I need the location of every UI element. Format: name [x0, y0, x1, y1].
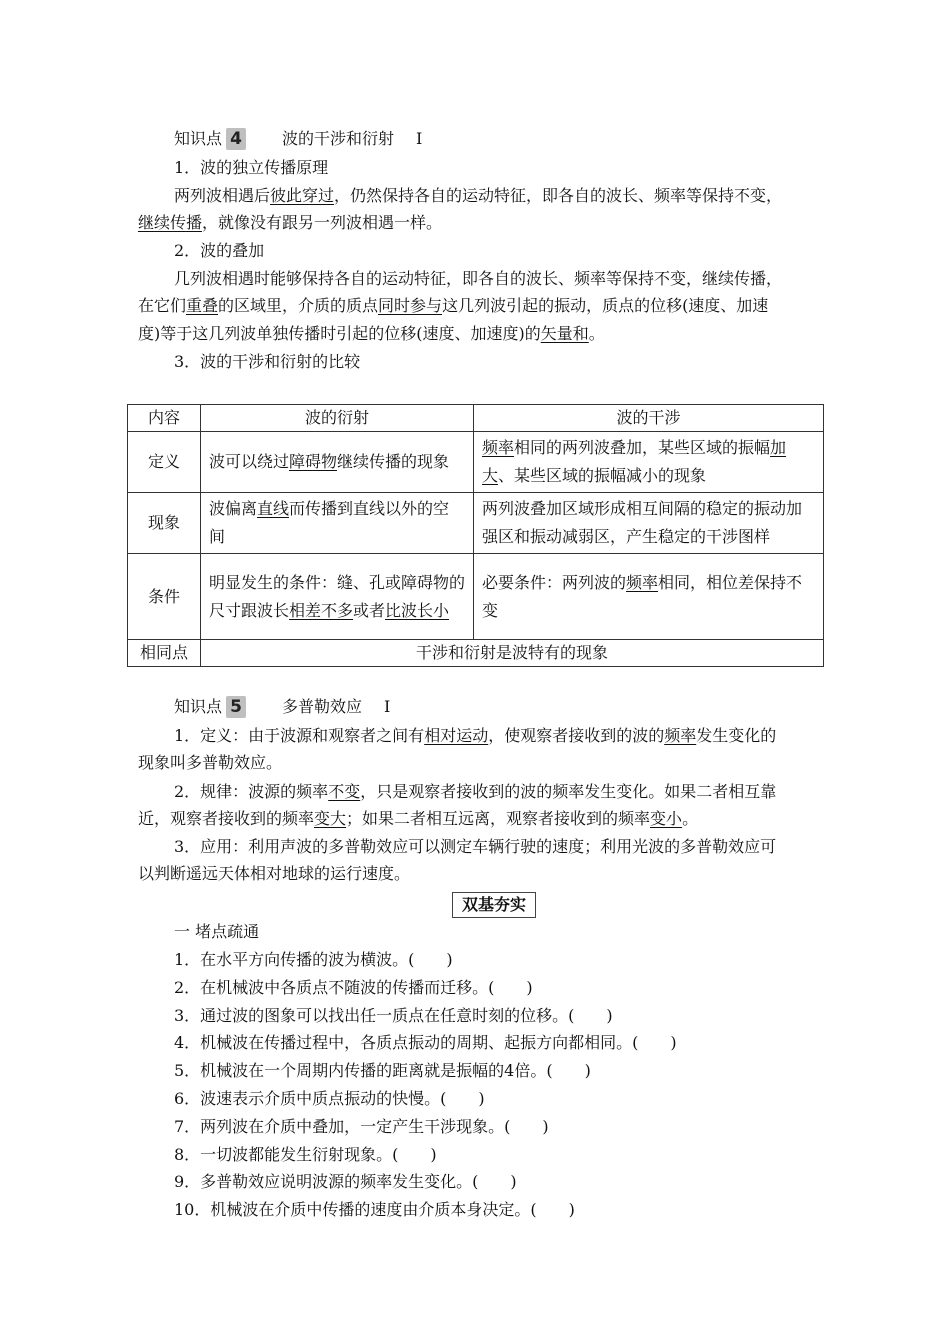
- kp-level: Ⅰ: [416, 129, 423, 148]
- kp-prefix: 知识点: [174, 129, 223, 148]
- table-cell: 频率相同的两列波叠加，某些区域的振幅加大、某些区域的振幅减小的现象: [474, 432, 824, 493]
- paragraph-line: 3．应用：利用声波的多普勒效应可以测定车辆行驶的速度；利用光波的多普勒效应可: [174, 837, 777, 856]
- list-item: 6．波速表示介质中质点振动的快慢。( ): [174, 1089, 485, 1108]
- paragraph-line: 1．定义：由于波源和观察者之间有相对运动，使观察者接收到的波的频率发生变化的: [174, 726, 777, 745]
- list-item: 7．两列波在介质中叠加，一定产生干涉现象。( ): [174, 1117, 549, 1136]
- table-row: [128, 554, 824, 640]
- section-title-box: 双基夯实: [452, 892, 536, 918]
- list-item: 8．一切波都能发生衍射现象。( ): [174, 1145, 437, 1164]
- table-cell: 明显发生的条件：缝、孔或障碍物的尺寸跟波长相差不多或者比波长小: [201, 554, 474, 640]
- paragraph-line: 近，观察者接收到的频率变大；如果二者相互远离，观察者接收到的频率变小。: [138, 809, 699, 828]
- knowledge-point-5-heading: [174, 696, 864, 718]
- paragraph-line: 以判断遥远天体相对地球的运行速度。: [138, 864, 411, 883]
- kp-prefix: 知识点: [174, 697, 223, 716]
- table-row-label: 定义: [128, 432, 201, 493]
- section-heading-3: 3．波的干涉和衍射的比较: [174, 352, 361, 371]
- kp-number-badge: 5: [226, 696, 246, 718]
- kp-level: Ⅰ: [384, 697, 391, 716]
- subsection-heading: 一 堵点疏通: [174, 922, 260, 941]
- paragraph-line: 在它们重叠的区域里，介质的质点同时参与这几列波引起的振动，质点的位移(速度、加速: [138, 296, 769, 315]
- table-header-cell: 波的干涉: [474, 405, 824, 432]
- table-row: [128, 432, 824, 493]
- paragraph-line: 两列波相遇后彼此穿过，仍然保持各自的运动特征，即各自的波长、频率等保持不变，: [174, 186, 783, 205]
- list-item: 1．在水平方向传播的波为横波。( ): [174, 950, 453, 969]
- list-item: 5．机械波在一个周期内传播的距离就是振幅的4倍。( ): [174, 1061, 591, 1080]
- table-row-label: 现象: [128, 493, 201, 554]
- list-item: 3．通过波的图象可以找出任一质点在任意时刻的位移。( ): [174, 1006, 613, 1025]
- section-heading-1: 1．波的独立传播原理: [174, 158, 329, 177]
- list-item: 10．机械波在介质中传播的速度由介质本身决定。( ): [174, 1200, 575, 1219]
- table-header-cell: 内容: [128, 405, 201, 432]
- table-row-label: 条件: [128, 554, 201, 640]
- list-item: 4．机械波在传播过程中，各质点振动的周期、起振方向都相同。( ): [174, 1033, 677, 1052]
- paragraph-line: 继续传播，就像没有跟另一列波相遇一样。: [138, 213, 443, 232]
- table-cell: 波偏离直线而传播到直线以外的空间: [201, 493, 474, 554]
- paragraph-line: 几列波相遇时能够保持各自的运动特征，即各自的波长、频率等保持不变，继续传播，: [174, 269, 783, 288]
- comparison-table: [127, 404, 824, 667]
- kp-title: 多普勒效应: [282, 697, 363, 716]
- table-row: [128, 405, 824, 432]
- list-item: 9．多普勒效应说明波源的频率发生变化。( ): [174, 1172, 517, 1191]
- paragraph-line: 现象叫多普勒效应。: [138, 753, 283, 772]
- table-cell: 波可以绕过障碍物继续传播的现象: [201, 432, 474, 493]
- table-row-label: 相同点: [128, 640, 201, 667]
- table-row: [128, 640, 824, 667]
- kp-title: 波的干涉和衍射: [282, 129, 395, 148]
- paragraph-line: 度)等于这几列波单独传播时引起的位移(速度、加速度)的矢量和。: [138, 324, 605, 343]
- table-cell: 必要条件：两列波的频率相同，相位差保持不变: [474, 554, 824, 640]
- table-header-cell: 波的衍射: [201, 405, 474, 432]
- paragraph-line: 2．规律：波源的频率不变，只是观察者接收到的波的频率发生变化。如果二者相互靠: [174, 782, 777, 801]
- table-cell: 两列波叠加区域形成相互间隔的稳定的振动加强区和振动减弱区，产生稳定的干涉图样: [474, 493, 824, 554]
- knowledge-point-4-heading: [174, 128, 864, 150]
- table-cell: 干涉和衍射是波特有的现象: [201, 640, 824, 667]
- list-item: 2．在机械波中各质点不随波的传播而迁移。( ): [174, 978, 533, 997]
- table-row: [128, 493, 824, 554]
- section-heading-2: 2．波的叠加: [174, 241, 265, 260]
- kp-number-badge: 4: [226, 128, 246, 150]
